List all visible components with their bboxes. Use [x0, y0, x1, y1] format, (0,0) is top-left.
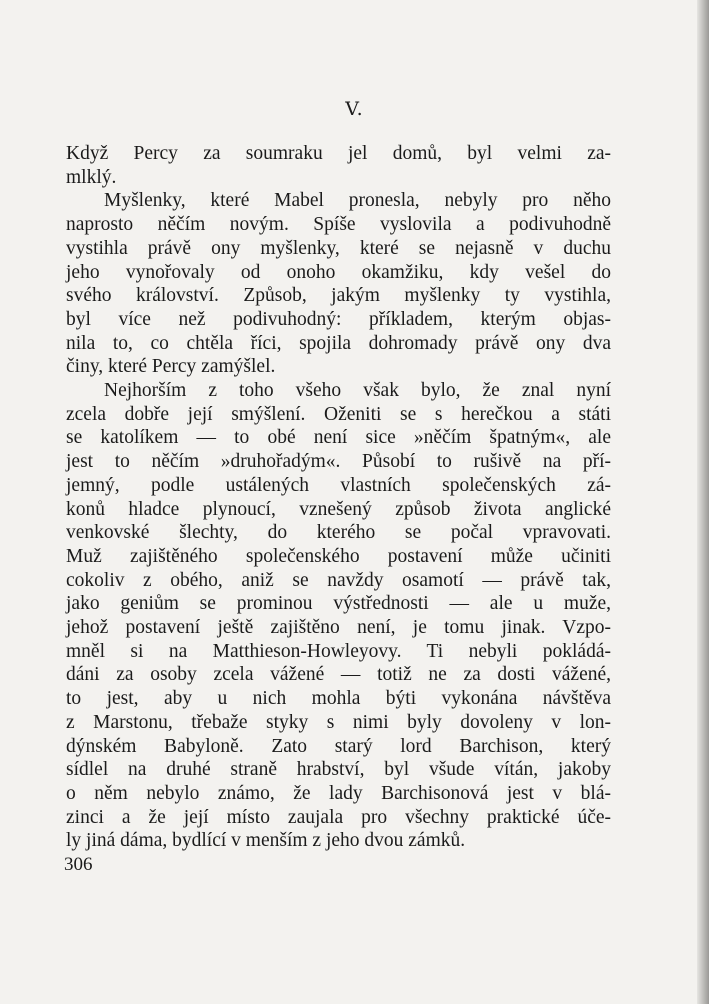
- page-edge-shadow: [697, 0, 709, 1004]
- text-line: svého království. Způsob, jakým myšlenky ty vystihla,: [66, 285, 611, 307]
- text-line: dáni za osoby zcela vážené — totiž ne za dosti vážené,: [66, 664, 611, 686]
- text-line: venkovské šlechty, do kterého se počal vpravovati.: [66, 522, 611, 544]
- text-line: konů hladce plynoucí, vznešený způsob života anglické: [66, 498, 611, 520]
- text-line: jako geniům se prominou výstřednosti — ale u muže,: [66, 593, 611, 615]
- text-line: mněl si na Matthieson-Howleyovy. Ti nebyli pokládá-: [66, 640, 611, 662]
- text-line: z Marstonu, třebaže styky s nimi byly dovoleny v lon-: [66, 711, 611, 733]
- text-line: jemný, podle ustálených vlastních společenských zá-: [66, 474, 611, 496]
- text-line: Když Percy za soumraku jel domů, byl velmi za-: [66, 143, 611, 164]
- text-line: mlklý.: [66, 166, 117, 188]
- text-line: zinci a že její místo zaujala pro všechny praktické úče-: [66, 806, 611, 828]
- text-line: činy, které Percy zamýšlel.: [66, 356, 276, 378]
- text-line: to jest, aby u nich mohla býti vykonána návštěva: [66, 688, 611, 710]
- text-line: dýnském Babyloně. Zato starý lord Barchison, který: [66, 735, 611, 757]
- text-line: cokoliv z obého, aniž se navždy osamotí — právě tak,: [66, 569, 611, 591]
- chapter-heading: V.: [345, 98, 364, 120]
- text-line: o něm nebylo známo, že lady Barchisonová jest v blá-: [66, 782, 611, 804]
- text-line: jest to něčím »druhořadým«. Působí to rušivě na pří-: [66, 451, 611, 473]
- text-line: nila to, co chtěla říci, spojila dohromady právě ony dva: [66, 332, 611, 354]
- text-line: Nejhorším z toho všeho však bylo, že znal nyní: [104, 380, 611, 402]
- body-text: [66, 142, 611, 853]
- page-number: 306: [64, 854, 93, 875]
- text-line: vystihla právě ony myšlenky, které se nejasně v duchu: [66, 237, 611, 259]
- text-line: sídlel na druhé straně hrabství, byl všude vítán, jakoby: [66, 759, 611, 781]
- text-line: Muž zajištěného společenského postavení může učiniti: [66, 545, 611, 567]
- text-line: se katolíkem — to obé není sice »něčím špatným«, ale: [66, 427, 611, 449]
- text-line: byl více než podivuhodný: příkladem, kterým objas-: [66, 308, 611, 330]
- text-line: jeho vynořovaly od onoho okamžiku, kdy vešel do: [66, 261, 611, 283]
- text-line: zcela dobře její smýšlení. Oženiti se s herečkou a státi: [66, 403, 611, 425]
- text-line: ly jiná dáma, bydlící v menším z jeho dvou zámků.: [66, 830, 466, 852]
- text-line: Myšlenky, které Mabel pronesla, nebyly pro něho: [104, 190, 611, 212]
- text-line: jehož postavení ještě zajištěno není, je tomu jinak. Vzpo-: [66, 617, 611, 639]
- text-line: naprosto něčím novým. Spíše vyslovila a podivuhodně: [66, 214, 611, 236]
